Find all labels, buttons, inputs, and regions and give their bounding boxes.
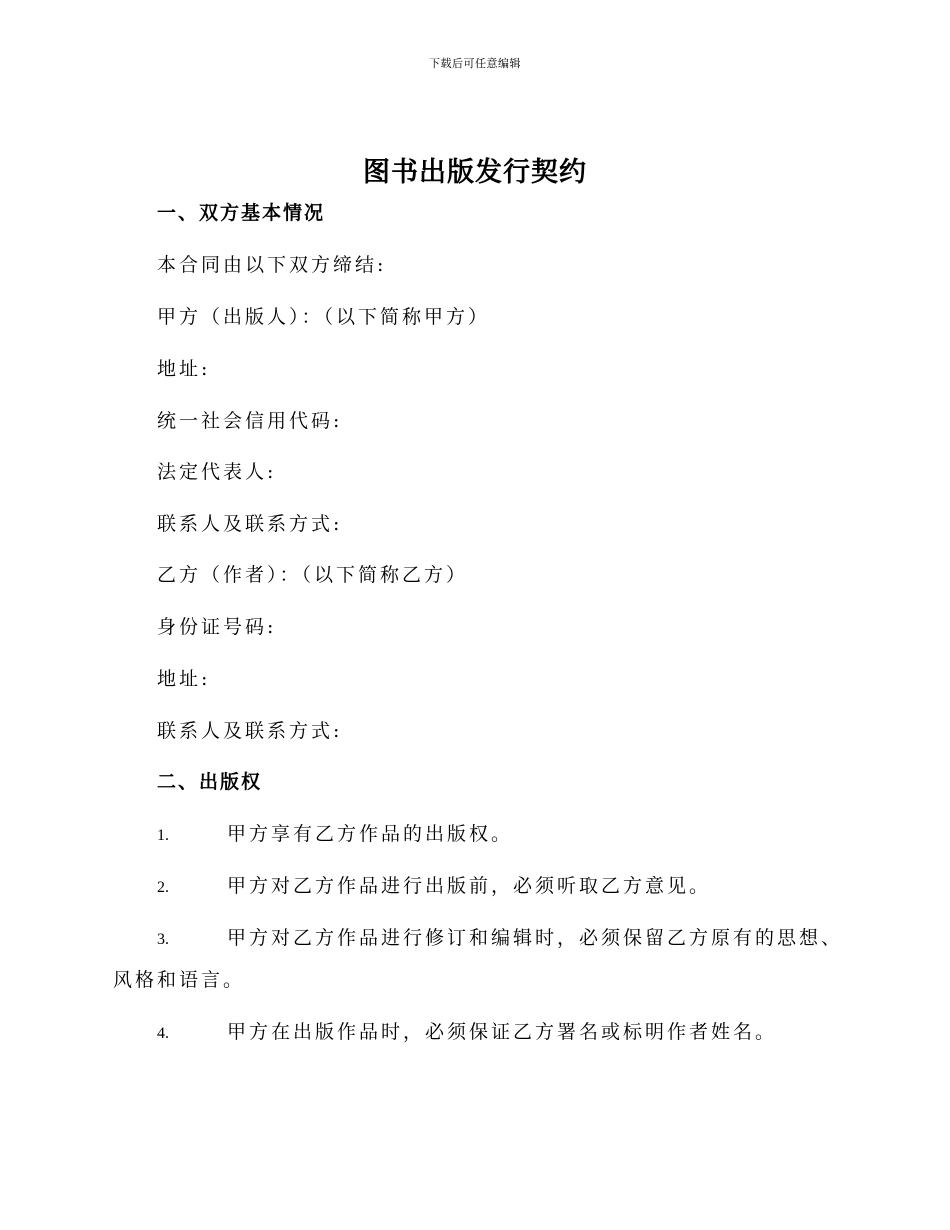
party-a-legal-rep: 法定代表人: xyxy=(157,461,277,483)
header-note: 下载后可任意编辑 xyxy=(429,57,521,70)
party-a-contact: 联系人及联系方式: xyxy=(157,513,343,535)
parties-intro: 本合同由以下双方缔结: xyxy=(157,254,387,276)
clause-item xyxy=(157,923,843,950)
clause-text: 甲方在出版作品时，必须保证乙方署名或标明作者姓名。 xyxy=(227,1021,778,1043)
party-b-address: 地址: xyxy=(157,668,211,690)
clause-text: 甲方享有乙方作品的出版权。 xyxy=(227,823,514,845)
clause-number: 2. xyxy=(157,879,169,896)
clause-item xyxy=(157,1017,777,1044)
clause-number: 4. xyxy=(157,1025,169,1042)
party-b-contact: 联系人及联系方式: xyxy=(157,720,343,742)
section-heading-parties: 一、双方基本情况 xyxy=(157,202,326,224)
party-a-address: 地址: xyxy=(157,358,211,380)
party-b-label: 乙方（作者）：（以下简称乙方） xyxy=(157,564,469,586)
clause-text-continuation: 风格和语言。 xyxy=(113,969,246,991)
clause-item xyxy=(157,819,513,846)
party-a-credit-code: 统一社会信用代码: xyxy=(157,410,343,432)
clause-text: 甲方对乙方作品进行修订和编辑时，必须保留乙方原有的思想、 xyxy=(227,927,844,949)
clause-number: 1. xyxy=(157,827,169,844)
clause-item xyxy=(157,871,711,898)
party-b-id-number: 身份证号码: xyxy=(157,616,277,638)
document-title: 图书出版发行契约 xyxy=(363,157,587,188)
clause-text: 甲方对乙方作品进行出版前，必须听取乙方意见。 xyxy=(227,875,712,897)
clause-number: 3. xyxy=(157,931,169,948)
party-a-label: 甲方（出版人）：（以下简称甲方） xyxy=(157,306,491,328)
section-heading-copyright: 二、出版权 xyxy=(157,771,263,793)
